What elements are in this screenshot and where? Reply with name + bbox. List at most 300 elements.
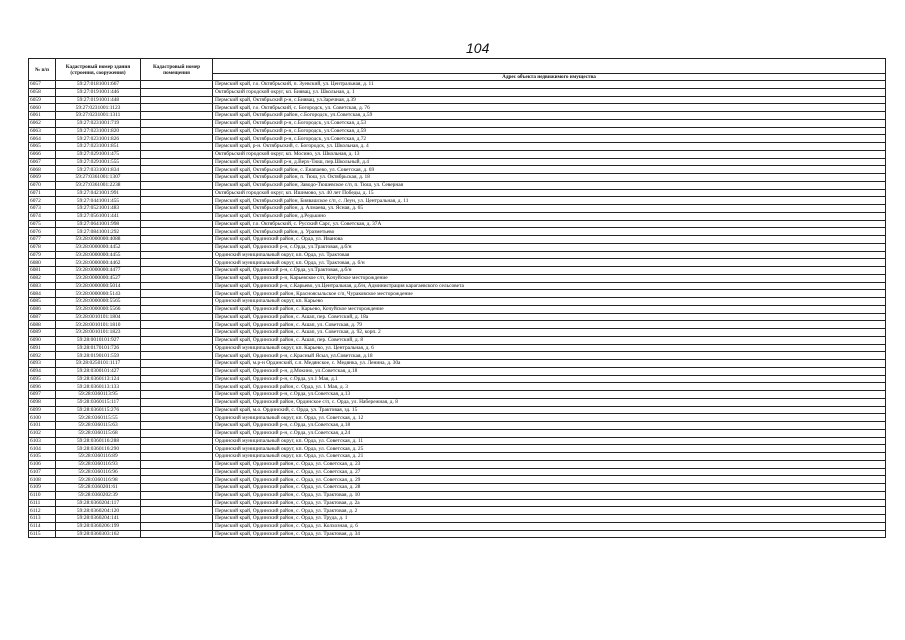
table-row: [29, 112, 886, 120]
room-number: [141, 197, 213, 205]
cadastral-number: 59:27:0421001:991: [56, 189, 141, 197]
address-cell: Пермский край, р-н. Октябрьский, с. Богородск, ул. Школьная, д. 4: [213, 143, 886, 151]
table-row: [29, 143, 886, 151]
room-number: [141, 507, 213, 515]
room-number: [141, 112, 213, 120]
row-number: 6099: [29, 406, 56, 414]
cadastral-number: 59:28:0000000:4462: [56, 259, 141, 267]
cadastral-number: 59:28:0010101:1823: [56, 329, 141, 337]
row-number: 6074: [29, 212, 56, 220]
table-row: [29, 135, 886, 143]
cadastral-number: 59:27:0231001:820: [56, 127, 141, 135]
room-number: [141, 189, 213, 197]
cadastral-number: 59:27:0361001:2238: [56, 181, 141, 189]
room-number: [141, 174, 213, 182]
address-cell: Пермский край, Ординский район, Ординское с/п, с. Орда, ул. Набережная, д. 8: [213, 398, 886, 406]
room-number: [141, 460, 213, 468]
header-empty: [213, 59, 886, 74]
cadastral-number: 59:28:0360115:276: [56, 406, 141, 414]
page-number: 104: [466, 40, 490, 56]
cadastral-number: 59:27:0291001:475: [56, 150, 141, 158]
address-cell: Пермский край, Октябрьский район, Заводо-Тюшевское с/п, п. Тюш, ул. Северная: [213, 181, 886, 189]
address-cell: Пермский край, Ординский район, с. Орда, ул. Трактовая, д. 2а: [213, 499, 886, 507]
address-cell: Пермский край, Октябрьский район, Биявашское с/п, с. Леун, ул. Центральная, д. 11: [213, 197, 886, 205]
table-row: [29, 391, 886, 399]
header-address: Адрес объекта недвижимого имущества: [213, 74, 886, 81]
table-row: [29, 468, 886, 476]
cadastral-number: 59:28:0360115:117: [56, 398, 141, 406]
room-number: [141, 468, 213, 476]
address-cell: Ординский муниципальный округ, кп. Карьево: [213, 298, 886, 306]
address-cell: Пермский край, Ординский район, с. Карьево, Кочуйское месторождение: [213, 305, 886, 313]
address-cell: Пермский край, Ординский район, с. Орда, ул. Иванова: [213, 236, 886, 244]
cadastral-number: 59:27:0231001:719: [56, 119, 141, 127]
table-row: [29, 298, 886, 306]
cadastral-number: 59:27:0191001:446: [56, 88, 141, 96]
cadastral-number: 59:27:0231001:851: [56, 143, 141, 151]
address-cell: Пермский край, Ординский район, с. Орда, ул. Советская, д. 23: [213, 460, 886, 468]
room-number: [141, 406, 213, 414]
cadastral-number: 59:27:0231001:1123: [56, 104, 141, 112]
row-number: 6104: [29, 445, 56, 453]
room-number: [141, 491, 213, 499]
table-row: [29, 499, 886, 507]
cadastral-number: 59:28:0360116:290: [56, 445, 141, 453]
address-cell: Пермский край, м.р-н Ординский, с.п. Медянское, с. Медянка, ул. Ленина, д. 30а: [213, 360, 886, 368]
row-number: 6060: [29, 104, 56, 112]
row-number: 6084: [29, 290, 56, 298]
row-number: 6078: [29, 243, 56, 251]
room-number: [141, 251, 213, 259]
row-number: 6105: [29, 453, 56, 461]
table-row: [29, 243, 886, 251]
room-number: [141, 298, 213, 306]
room-number: [141, 499, 213, 507]
row-number: 6075: [29, 220, 56, 228]
room-number: [141, 166, 213, 174]
row-number: 6071: [29, 189, 56, 197]
address-cell: Ординский муниципальный округ, кп. Орда, ул. Советская, д. 21: [213, 453, 886, 461]
address-cell: Пермский край, Октябрьский р-н, с.Богородск, ул.Советская, д.72: [213, 135, 886, 143]
address-cell: Пермский край, Ординский район, с. Орда, ул. Советская, д. 29: [213, 476, 886, 484]
address-cell: Пермский край, Ординский р-н, с.Орда, ул.Трактовая, д.б/н: [213, 267, 886, 275]
header-cadastral-room: Кадастровый номер помещения: [141, 59, 213, 81]
room-number: [141, 127, 213, 135]
room-number: [141, 360, 213, 368]
table-row: [29, 305, 886, 313]
address-cell: Пермский край, м.о. Ординский, с. Орда, ул. Трактовая, зд. 15: [213, 406, 886, 414]
cadastral-number: 59:28:0360113:124: [56, 375, 141, 383]
table-row: [29, 166, 886, 174]
room-number: [141, 96, 213, 104]
row-number: 6114: [29, 522, 56, 530]
row-number: 6059: [29, 96, 56, 104]
cadastral-number: 59:28:0360116:98: [56, 476, 141, 484]
address-cell: Пермский край, г.о. Октябрьский, с. Богородск, ул. Советская, д. 76: [213, 104, 886, 112]
room-number: [141, 391, 213, 399]
address-cell: Пермский край, Ординский р-н, д.Мокино, ул.Советская, д.18: [213, 367, 886, 375]
address-cell: Ординский муниципальный округ, кп. Орда, ул. Советская, д. 12: [213, 414, 886, 422]
row-number: 6069: [29, 174, 56, 182]
row-number: 6067: [29, 158, 56, 166]
row-number: 6102: [29, 429, 56, 437]
address-cell: Пермский край, Октябрьский р-н, с.Биявац, ул.Заречная, д.39: [213, 96, 886, 104]
address-cell: Пермский край, Ординский р-н, с.Орда, ул.1 Мая, д.1: [213, 375, 886, 383]
table-row: [29, 220, 886, 228]
row-number: 6112: [29, 507, 56, 515]
room-number: [141, 81, 213, 89]
address-cell: Пермский край, Ординский р-н, с.Орда, ул.Трактовая, д.б/н: [213, 243, 886, 251]
table-row: [29, 81, 886, 89]
room-number: [141, 476, 213, 484]
table-row: [29, 290, 886, 298]
room-number: [141, 522, 213, 530]
row-number: 6063: [29, 127, 56, 135]
row-number: 6079: [29, 251, 56, 259]
row-number: 6091: [29, 344, 56, 352]
address-cell: Ординский муниципальный округ, кп. Орда, ул. Советская, д. 25: [213, 445, 886, 453]
table-row: [29, 530, 886, 538]
table-row: [29, 360, 886, 368]
table-row: [29, 437, 886, 445]
cadastral-number: 59:28:0000000:5566: [56, 305, 141, 313]
row-number: 6110: [29, 491, 56, 499]
table-row: [29, 352, 886, 360]
address-cell: Пермский край, Октябрьский р-н, с.Богородск, ул.Советская, д.59: [213, 127, 886, 135]
cadastral-number: 59:27:0191001:448: [56, 96, 141, 104]
table-row: [29, 228, 886, 236]
table-row: [29, 398, 886, 406]
row-number: 6115: [29, 530, 56, 538]
table-row: [29, 367, 886, 375]
table-row: [29, 406, 886, 414]
room-number: [141, 530, 213, 538]
table-row: [29, 251, 886, 259]
cadastral-number: 59:28:0360116:93: [56, 460, 141, 468]
address-cell: Пермский край, Ординский район, с. Орда, ул. Трактовая, д. 10: [213, 491, 886, 499]
table-body: [29, 81, 886, 538]
room-number: [141, 290, 213, 298]
row-number: 6072: [29, 197, 56, 205]
table-row: [29, 205, 886, 213]
cadastral-number: 59:27:0331001:834: [56, 166, 141, 174]
address-cell: Ординский муниципальный округ, кп. Орда, ул. Трактовая: [213, 251, 886, 259]
row-number: 6085: [29, 298, 56, 306]
table-row: [29, 282, 886, 290]
table-row: [29, 313, 886, 321]
cadastral-number: 59:27:0291001:555: [56, 158, 141, 166]
row-number: 6090: [29, 336, 56, 344]
cadastral-number: 59:28:0360204:141: [56, 515, 141, 523]
cadastral-number: 59:28:0000000:4477: [56, 267, 141, 275]
room-number: [141, 181, 213, 189]
room-number: [141, 88, 213, 96]
row-number: 6068: [29, 166, 56, 174]
cadastral-number: 59:28:0360115:55: [56, 414, 141, 422]
row-number: 6093: [29, 360, 56, 368]
address-cell: Пермский край, Ординский р-н, с.Орда, ул.Советская, д.18: [213, 422, 886, 430]
row-number: 6070: [29, 181, 56, 189]
row-number: 6081: [29, 267, 56, 275]
room-number: [141, 398, 213, 406]
address-cell: Ординский муниципальный округ, кп. Карьево, ул. Центральная, д. 6: [213, 344, 886, 352]
table-row: [29, 181, 886, 189]
room-number: [141, 445, 213, 453]
address-cell: Пермский край, Ординский район, с. Ашап, ул. Советская, д. 92, корп. 2: [213, 329, 886, 337]
address-cell: Пермский край, Ординский район, с. Орда, ул. 1 Мая, д. 3: [213, 383, 886, 391]
cadastral-number: 59:28:0360204:117: [56, 499, 141, 507]
address-cell: Октябрьский городской округ, кп. Биявац, ул. Школьная, д. 1: [213, 88, 886, 96]
cadastral-number: 59:28:0000000:5014: [56, 282, 141, 290]
table-row: [29, 414, 886, 422]
cadastral-number: 59:28:0360116:96: [56, 468, 141, 476]
table-row: [29, 88, 886, 96]
address-cell: Пермский край, Октябрьский район, с.Богородск, ул.Советская, д.59: [213, 112, 886, 120]
address-cell: Ординский муниципальный округ, кп. Орда, ул. Трактовая, д. б/н: [213, 259, 886, 267]
cadastral-number: 59:28:0360201:61: [56, 484, 141, 492]
row-number: 6113: [29, 515, 56, 523]
row-number: 6088: [29, 321, 56, 329]
room-number: [141, 336, 213, 344]
address-cell: Пермский край, Ординский р-н, с.Орда, ул.Советская, д.24: [213, 429, 886, 437]
row-number: 6086: [29, 305, 56, 313]
room-number: [141, 119, 213, 127]
room-number: [141, 453, 213, 461]
room-number: [141, 437, 213, 445]
address-cell: Ординский муниципальный округ, кп. Орда, ул. Советская, д. 11: [213, 437, 886, 445]
room-number: [141, 344, 213, 352]
address-cell: Пермский край, Октябрьский район, п. Тюш, ул. Октябрьская, д. 18: [213, 174, 886, 182]
cadastral-number: 59:27:0641001:998: [56, 220, 141, 228]
table-row: [29, 445, 886, 453]
row-number: 6082: [29, 274, 56, 282]
row-number: 6100: [29, 414, 56, 422]
table-row: [29, 267, 886, 275]
cadastral-number: 59:28:0250101:1117: [56, 360, 141, 368]
room-number: [141, 282, 213, 290]
room-number: [141, 305, 213, 313]
row-number: 6073: [29, 205, 56, 213]
room-number: [141, 515, 213, 523]
room-number: [141, 143, 213, 151]
table-row: [29, 321, 886, 329]
address-cell: Пермский край, Октябрьский район, д. Алмаева, ул. Ясная, д. 65: [213, 205, 886, 213]
table-row: [29, 189, 886, 197]
cadastral-number: 59:28:0000000:5565: [56, 298, 141, 306]
address-cell: Пермский край, Ординский район, с. Ашап, ул. Советская, д. 79: [213, 321, 886, 329]
cadastral-number: 59:28:0000000:4527: [56, 274, 141, 282]
cadastral-number: 59:28:0360116:89: [56, 453, 141, 461]
row-number: 6062: [29, 119, 56, 127]
room-number: [141, 383, 213, 391]
cadastral-number: 59:28:0360113:133: [56, 383, 141, 391]
row-number: 6077: [29, 236, 56, 244]
cadastral-number: 59:27:0231001:1311: [56, 112, 141, 120]
table-row: [29, 344, 886, 352]
room-number: [141, 429, 213, 437]
table-row: [29, 383, 886, 391]
row-number: 6080: [29, 259, 56, 267]
table-row: [29, 150, 886, 158]
row-number: 6109: [29, 484, 56, 492]
address-cell: Октябрьский городской округ, кп. Ишимово, ул. 40 лет Победы, д. 15: [213, 189, 886, 197]
row-number: 6103: [29, 437, 56, 445]
cadastral-number: 59:27:0561001:441: [56, 212, 141, 220]
row-number: 6087: [29, 313, 56, 321]
row-number: 6065: [29, 143, 56, 151]
cadastral-number: 59:28:0170101:726: [56, 344, 141, 352]
room-number: [141, 259, 213, 267]
row-number: 6089: [29, 329, 56, 337]
table-row: [29, 336, 886, 344]
cadastral-number: 59:28:0360204:120: [56, 507, 141, 515]
cadastral-number: 59:27:0441001:455: [56, 197, 141, 205]
row-number: 6061: [29, 112, 56, 120]
table-row: [29, 127, 886, 135]
table-row: [29, 460, 886, 468]
cadastral-number: 59:27:0361001:1307: [56, 174, 141, 182]
cadastral-number: 59:28:0000000:5143: [56, 290, 141, 298]
address-cell: Пермский край, Октябрьский район, с. Енапаево, ул. Советская, д. 69: [213, 166, 886, 174]
table-row: [29, 522, 886, 530]
row-number: 6098: [29, 398, 56, 406]
row-number: 6058: [29, 88, 56, 96]
room-number: [141, 414, 213, 422]
table-row: [29, 174, 886, 182]
cadastral-number: 59:28:0360113:95: [56, 391, 141, 399]
address-cell: Октябрьский городской округ, кп. Мосино, ул. Школьная, д. 13: [213, 150, 886, 158]
cadastral-number: 59:27:0841001:292: [56, 228, 141, 236]
row-number: 6097: [29, 391, 56, 399]
address-cell: Пермский край, Ординский район, с. Ашап, пер. Советский, д. 8: [213, 336, 886, 344]
room-number: [141, 313, 213, 321]
address-cell: Пермский край, Октябрьский район, д. Уразметьево: [213, 228, 886, 236]
address-cell: Пермский край, Ординский р-н, с.Красный Ясыл, ул.Советская, д.18: [213, 352, 886, 360]
header-num: № п/п: [29, 59, 56, 81]
room-number: [141, 243, 213, 251]
address-cell: Пермский край, Ординский район, с. Орда, ул. Колхозная, д. 6: [213, 522, 886, 530]
row-number: 6106: [29, 460, 56, 468]
cadastral-number: 59:28:0360206:199: [56, 522, 141, 530]
table-row: [29, 515, 886, 523]
address-cell: Пермский край, Ординский район, с. Орда, ул. Труда, д. 1: [213, 515, 886, 523]
row-number: 6111: [29, 499, 56, 507]
table-row: [29, 119, 886, 127]
table-row: [29, 259, 886, 267]
row-number: 6094: [29, 367, 56, 375]
row-number: 6108: [29, 476, 56, 484]
room-number: [141, 212, 213, 220]
address-cell: Пермский край, Ординский район, с. Орда, ул. Трактовая, д. 34: [213, 530, 886, 538]
cadastral-number: 59:27:0521001:483: [56, 205, 141, 213]
row-number: 6101: [29, 422, 56, 430]
table-row: [29, 158, 886, 166]
room-number: [141, 484, 213, 492]
table-row: [29, 236, 886, 244]
address-cell: Пермский край, Ординский район, с. Орда, ул. Советская, д. 28: [213, 484, 886, 492]
table-row: [29, 422, 886, 430]
cadastral-number: 59:28:0190101:559: [56, 352, 141, 360]
room-number: [141, 367, 213, 375]
table-row: [29, 429, 886, 437]
room-number: [141, 158, 213, 166]
address-cell: Пермский край, Ординский р-н, с.Орда, ул.Советская, д.13: [213, 391, 886, 399]
table-row: [29, 491, 886, 499]
cadastral-number: 59:28:0000000:4455: [56, 251, 141, 259]
row-number: 6076: [29, 228, 56, 236]
table-row: [29, 96, 886, 104]
address-cell: Пермский край, Ординский район, с. Орда, ул. Трактовая, д. 2: [213, 507, 886, 515]
cadastral-number: 59:28:0360202:39: [56, 491, 141, 499]
room-number: [141, 228, 213, 236]
room-number: [141, 422, 213, 430]
room-number: [141, 267, 213, 275]
room-number: [141, 321, 213, 329]
table-row: [29, 104, 886, 112]
cadastral-number: 59:28:0010101:1810: [56, 321, 141, 329]
cadastral-number: 59:28:0360303:162: [56, 530, 141, 538]
cadastral-number: 59:28:0010101:1804: [56, 313, 141, 321]
table-row: [29, 212, 886, 220]
address-cell: Пермский край, Ординский район, Красноясыльское с/п, Чураковское месторождение: [213, 290, 886, 298]
room-number: [141, 104, 213, 112]
row-number: 6057: [29, 81, 56, 89]
address-cell: Пермский край, Ординский район, с. Орда, ул. Советская, д. 27: [213, 468, 886, 476]
table-row: [29, 375, 886, 383]
table-row: [29, 476, 886, 484]
room-number: [141, 236, 213, 244]
cadastral-number: 59:28:0360115:68: [56, 429, 141, 437]
table-row: [29, 507, 886, 515]
cadastral-number: 59:28:0000000:4088: [56, 236, 141, 244]
cadastral-number: 59:28:0360115:63: [56, 422, 141, 430]
address-cell: Пермский край, Ординский р-н, с.Карьево, ул.Центральная, д.б/н, Администрация карагаевского сельсовета: [213, 282, 886, 290]
room-number: [141, 375, 213, 383]
room-number: [141, 220, 213, 228]
header-cadastral-building: Кадастровый номер здания (строения, сооружения): [56, 59, 141, 81]
room-number: [141, 135, 213, 143]
cadastral-number: 59:28:0300101:427: [56, 367, 141, 375]
row-number: 6095: [29, 375, 56, 383]
cadastral-number: 59:28:0000000:4452: [56, 243, 141, 251]
address-cell: Пермский край, г.о. Октябрьский, с. Русский Сарс, ул. Советская, д. 37А: [213, 220, 886, 228]
cadastral-number: 59:27:0231001:826: [56, 135, 141, 143]
cadastral-number: 59:28:0010101:927: [56, 336, 141, 344]
table-row: [29, 329, 886, 337]
row-number: 6064: [29, 135, 56, 143]
row-number: 6092: [29, 352, 56, 360]
address-cell: Пермский край, Октябрьский р-н, д.Верх-Тюш, пер.Школьный, д.4: [213, 158, 886, 166]
address-cell: Пермский край, Октябрьский район, д.Редькино: [213, 212, 886, 220]
row-number: 6083: [29, 282, 56, 290]
room-number: [141, 274, 213, 282]
cadastral-number: 59:27:0181001:667: [56, 81, 141, 89]
address-cell: Пермский край, Октябрьский р-н, с.Богородск, ул.Советская, д.53: [213, 119, 886, 127]
table-row: [29, 197, 886, 205]
row-number: 6096: [29, 383, 56, 391]
address-cell: Пермский край, г.о. Октябрьский, п. Зуевский, ул. Центральная, д. 11: [213, 81, 886, 89]
address-cell: Пермский край, Ординский район, с. Ашап, пер. Советский, д. 18а: [213, 313, 886, 321]
room-number: [141, 352, 213, 360]
table-row: [29, 484, 886, 492]
table-row: [29, 453, 886, 461]
row-number: 6107: [29, 468, 56, 476]
row-number: 6066: [29, 150, 56, 158]
room-number: [141, 329, 213, 337]
room-number: [141, 150, 213, 158]
table-row: [29, 274, 886, 282]
property-table: [28, 58, 886, 538]
